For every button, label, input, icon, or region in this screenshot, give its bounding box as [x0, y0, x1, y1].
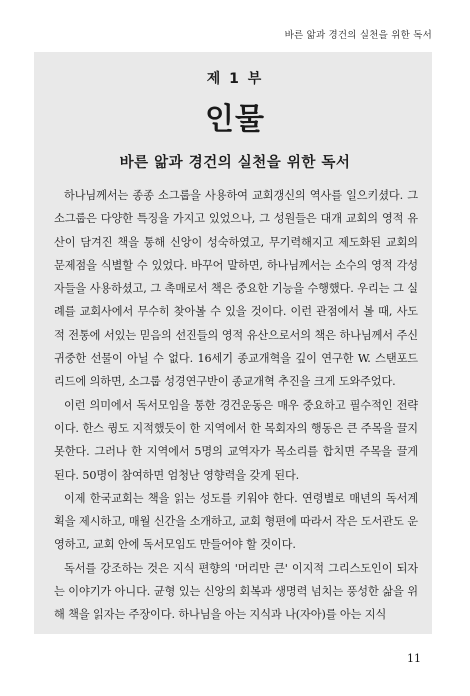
paragraph-1: 하나님께서는 종종 소그룹을 사용하여 교회갱신의 역사를 일으키셨다. 그 소그룹은 다양한 특징을 가지고 있었으나, 그 성원들은 대개 교회의 영적 유산이 담겨진 책을 통해 신앙이 성숙하였고, 무기력해지고 제도화된 교회의 문제점을 식별할 수 있었다. 바꾸어 말하면, 하나님께서는 소수의 영적 각성자들을 사용하셨고, 그 촉매로서 책은 중요한 기능을 수행했다. 우리는 그 실례를 교회사에서 무수히 찾아볼 수 있을 것이다. 이런 관점에서 볼 때, 사도적 전통에 서있는 믿음의 선진들의 영적 유산으로서의 책은 하나님께서 주신 귀중한 선물이 아닐 수 없다. 16세기 종교개혁을 깊이 연구한 W. 스탠포드 리드에 의하면, 소그룹 성경연구반이 종교개혁 추진을 크게 도와주었다.: [54, 189, 418, 389]
body-text: [54, 184, 418, 627]
paragraph-3: 이제 한국교회는 책을 읽는 성도를 키워야 한다. 연령별로 매년의 독서계획을 제시하고, 매월 신간을 소개하고, 교회 형편에 따라서 작은 도서관도 운영하고, 교회 안에 독서모임도 만들어야 할 것이다.: [54, 491, 418, 552]
part-title: 인물: [205, 102, 265, 137]
part-label: 제 1 부: [206, 71, 264, 87]
section-heading: 바른 앎과 경건의 실천을 위한 독서: [119, 154, 351, 171]
running-header: 바른 앎과 경건의 실천을 위한 독서: [284, 30, 432, 41]
paragraph-4: 독서를 강조하는 것은 지식 편향의 '머리만 큰' 이지적 그리스도인이 되자는 이야기가 아니다. 균형 있는 신앙의 회복과 생명력 넘치는 풍성한 삶을 위해 책을 읽자는 주장이다. 하나님을 아는 지식과 나(자아)를 아는 지식: [54, 561, 418, 622]
paragraph-2: 이런 의미에서 독서모임을 통한 경건운동은 매우 중요하고 필수적인 전략이다. 한스 큉도 지적했듯이 한 지역에서 한 목회자의 행동은 큰 주목을 끌지 못한다. 그러나 한 지역에서 5명의 교역자가 목소리를 합치면 주목을 끌게 된다. 50명이 참여하면 엄청난 영향력을 갖게 된다.: [54, 398, 418, 482]
page-number: 11: [407, 652, 421, 665]
